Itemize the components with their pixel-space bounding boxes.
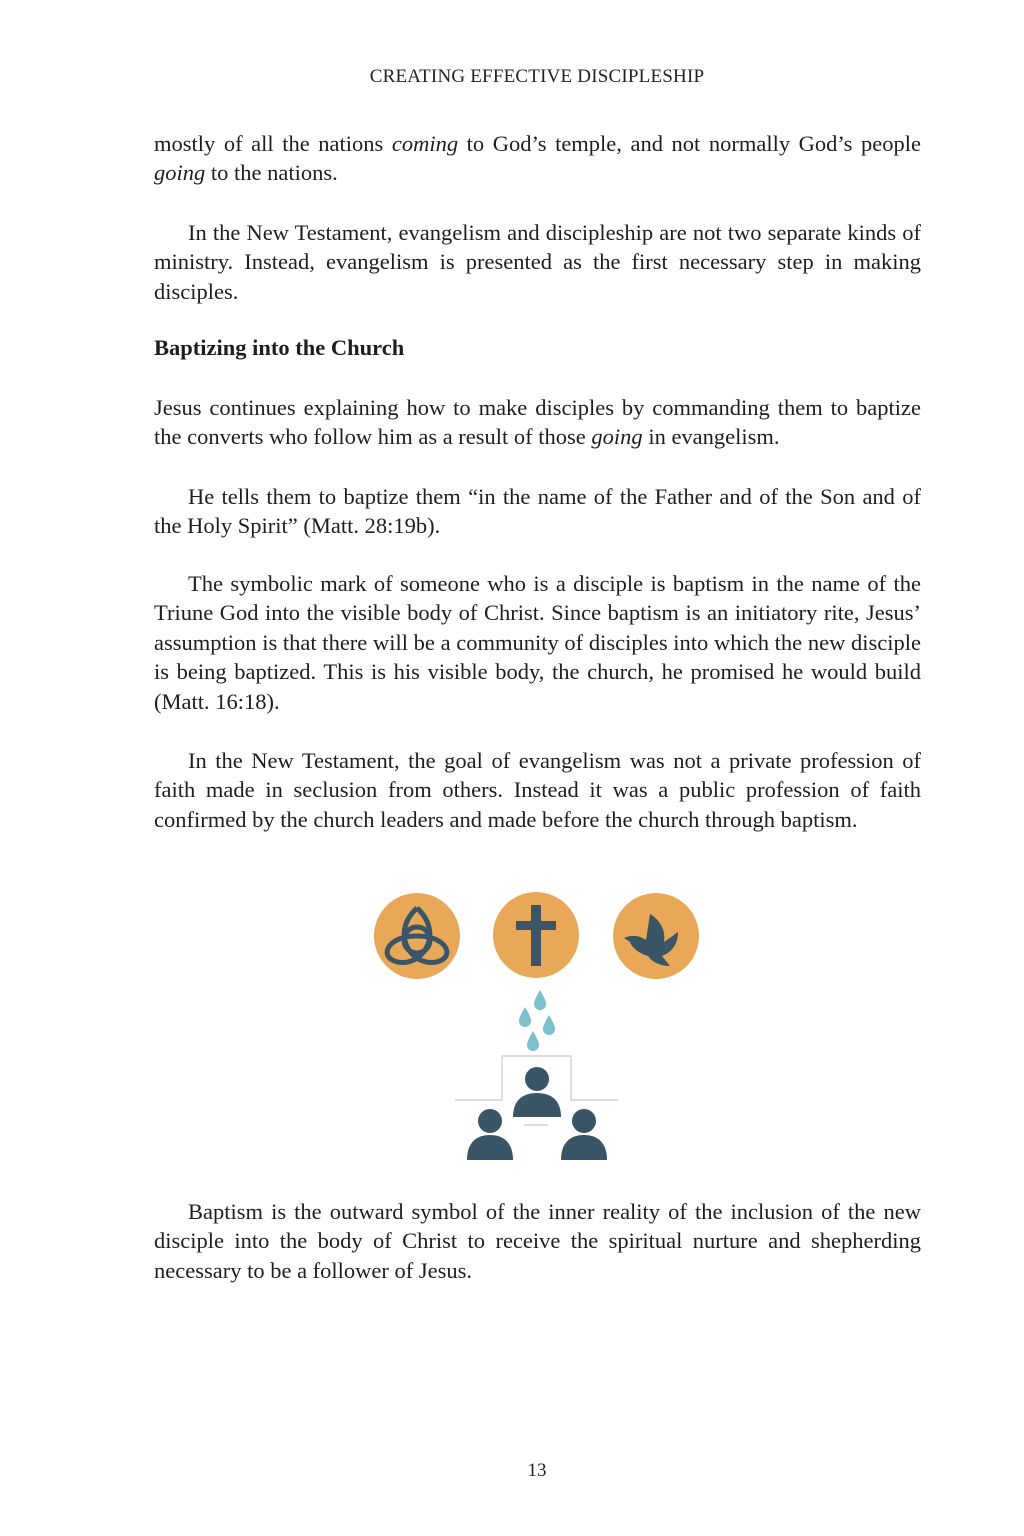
- paragraph-5: [154, 569, 921, 716]
- p2-text: In the New Testament, evangelism and discipleship are not two separate kinds of ministry. Instead, evangelism is presented as the first necessary step in making disciples.: [154, 220, 921, 304]
- p3-text-1: Jesus continues explaining how to make disciples by commanding them to baptize the converts who follow him as a result of those: [154, 395, 921, 450]
- p5-text: The symbolic mark of someone who is a disciple is baptism in the name of the Triune God into the visible body of Christ. Since baptism is an initiatory rite, Jesus’ assumption is that there will be a community of disciples into which the new disciple is being baptized. This is his visible body, the church, he promised he would build (Matt. 16:18).: [154, 571, 921, 714]
- dove-icon: [613, 893, 699, 979]
- p1-emphasis-going: going: [154, 160, 206, 186]
- trinity-knot-icon: [374, 893, 460, 979]
- cross-icon: [493, 892, 579, 978]
- baptism-illustration-svg: [360, 880, 720, 1180]
- p1-emphasis-coming: coming: [391, 131, 459, 156]
- person-icon: [561, 1109, 607, 1160]
- person-icon: [513, 1067, 561, 1117]
- person-icon: [467, 1109, 513, 1160]
- paragraph-3: [154, 393, 921, 452]
- paragraph-7: [154, 1197, 921, 1285]
- water-drops-icon: [519, 990, 555, 1051]
- running-head: CREATING EFFECTIVE DISCIPLESHIP: [369, 66, 705, 87]
- section-heading: Baptizing into the Church: [154, 335, 405, 360]
- p6-text: In the New Testament, the goal of evangelism was not a private profession of faith made in seclusion from others. Instead it was a public profession of faith confirmed by the church leaders and made before the church through baptism.: [154, 748, 921, 832]
- p1-text-1: mostly of all the nations: [154, 131, 392, 156]
- p1-text-3: to the nations.: [205, 160, 338, 186]
- paragraph-6: [154, 746, 921, 834]
- page-number: 13: [527, 1460, 547, 1481]
- p3-text-2: in evangelism.: [642, 424, 780, 450]
- p7-text: Baptism is the outward symbol of the inner reality of the inclusion of the new disciple into the body of Christ to receive the spiritual nurture and shepherding necessary to be a follower of Jesus.: [154, 1199, 921, 1283]
- paragraph-1: [154, 129, 921, 188]
- p3-emphasis-going: going: [591, 424, 643, 450]
- paragraph-4: [154, 482, 921, 541]
- p4-text: He tells them to baptize them “in the name of the Father and of the Son and of the Holy Spirit” (Matt. 28:19b).: [154, 484, 921, 539]
- p1-text-2: to God’s temple, and not normally God’s people: [458, 131, 921, 156]
- paragraph-2: [154, 218, 921, 306]
- baptism-illustration: [360, 880, 720, 1180]
